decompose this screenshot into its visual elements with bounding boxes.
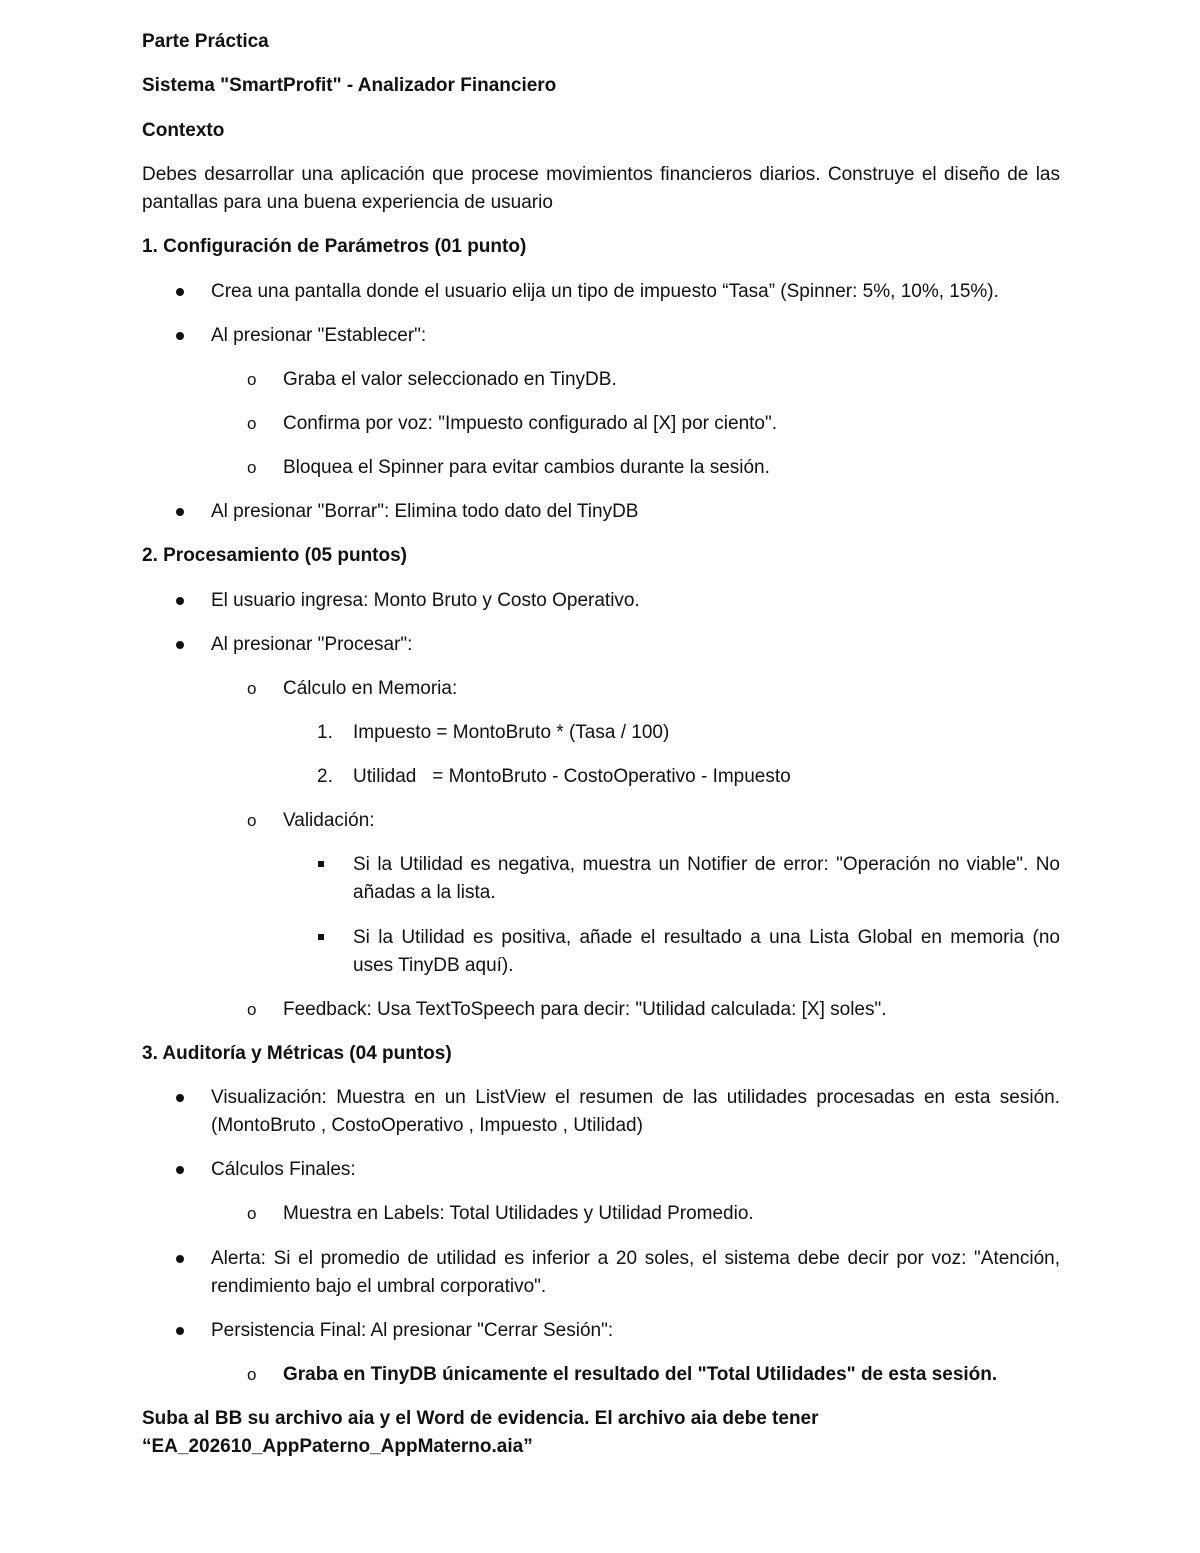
- system-title: Sistema "SmartProfit" - Analizador Financiero: [142, 75, 557, 96]
- circle-bullet-icon: o: [247, 414, 257, 433]
- context-heading: Contexto: [142, 120, 225, 141]
- bullet-icon: [176, 332, 184, 340]
- bullet-icon: [176, 288, 184, 296]
- circle-bullet-icon: o: [247, 370, 257, 389]
- circle-bullet-icon: o: [247, 458, 257, 477]
- list-item: Graba en TinyDB únicamente el resultado del "Total Utilidades" de esta sesión.: [283, 1364, 998, 1385]
- bullet-icon: [176, 1255, 184, 1263]
- square-bullet-icon: [318, 861, 324, 867]
- number-marker: 2.: [317, 766, 333, 787]
- circle-bullet-icon: o: [247, 679, 257, 698]
- square-bullet-icon: [318, 934, 324, 940]
- list-item: Feedback: Usa TextToSpeech para decir: "Utilidad calculada: [X] soles".: [283, 999, 887, 1020]
- list-item: Persistencia Final: Al presionar "Cerrar Sesión":: [211, 1320, 614, 1341]
- list-item: Confirma por voz: "Impuesto configurado al [X] por ciento".: [283, 413, 778, 434]
- list-item: Impuesto = MontoBruto * (Tasa / 100): [353, 722, 670, 743]
- submission-instructions: Suba al BB su archivo aia y el Word de evidencia. El archivo aia debe tener: [142, 1408, 819, 1429]
- list-item: Alerta: Si el promedio de utilidad es inferior a 20 soles, el sistema debe decir por voz: "Atención, rendimiento bajo el umbral corporativo".: [211, 1248, 1060, 1297]
- bullet-icon: [176, 1094, 184, 1102]
- bullet-icon: [176, 1166, 184, 1174]
- list-item: Si la Utilidad es negativa, muestra un Notifier de error: "Operación no viable". No añadas a la lista.: [353, 854, 1060, 903]
- bullet-icon: [176, 597, 184, 605]
- circle-bullet-icon: o: [247, 1000, 257, 1019]
- list-item: Cálculo en Memoria:: [283, 678, 458, 699]
- section2-title: 2. Procesamiento (05 puntos): [142, 545, 408, 566]
- list-item: Si la Utilidad es positiva, añade el resultado a una Lista Global en memoria (no uses TinyDB aquí).: [353, 927, 1060, 976]
- list-item: Al presionar "Establecer":: [211, 325, 427, 346]
- file-name-requirement: “EA_202610_AppPaterno_AppMaterno.aia”: [142, 1436, 533, 1457]
- section3-title: 3. Auditoría y Métricas (04 puntos): [142, 1043, 452, 1064]
- circle-bullet-icon: o: [247, 811, 257, 830]
- list-item: Validación:: [283, 810, 375, 831]
- list-item: Crea una pantalla donde el usuario elija un tipo de impuesto “Tasa” (Spinner: 5%, 10%, 15%).: [211, 281, 999, 302]
- list-item: Al presionar "Borrar": Elimina todo dato del TinyDB: [211, 501, 639, 522]
- list-item: Graba el valor seleccionado en TinyDB.: [283, 369, 617, 390]
- list-item: Visualización: Muestra en un ListView el resumen de las utilidades procesadas en esta sesión.(MontoBruto , CostoOperativo , Impuesto , Utilidad): [211, 1087, 1060, 1136]
- list-item: El usuario ingresa: Monto Bruto y Costo Operativo.: [211, 590, 640, 611]
- section1-title: 1. Configuración de Parámetros (01 punto): [142, 236, 527, 257]
- context-text: Debes desarrollar una aplicación que procese movimientos financieros diarios. Construye el diseño de las pantallas para una buena experiencia de usuario: [142, 164, 1060, 213]
- heading: Parte Práctica: [142, 31, 269, 52]
- bullet-icon: [176, 1327, 184, 1335]
- circle-bullet-icon: o: [247, 1365, 257, 1384]
- bullet-icon: [176, 508, 184, 516]
- list-item: Utilidad = MontoBruto - CostoOperativo - Impuesto: [353, 766, 791, 787]
- circle-bullet-icon: o: [247, 1204, 257, 1223]
- list-item: Muestra en Labels: Total Utilidades y Utilidad Promedio.: [283, 1203, 754, 1224]
- list-item: Cálculos Finales:: [211, 1159, 356, 1180]
- bullet-icon: [176, 641, 184, 649]
- list-item: Bloquea el Spinner para evitar cambios durante la sesión.: [283, 457, 770, 478]
- number-marker: 1.: [317, 722, 333, 743]
- list-item: Al presionar "Procesar":: [211, 634, 413, 655]
